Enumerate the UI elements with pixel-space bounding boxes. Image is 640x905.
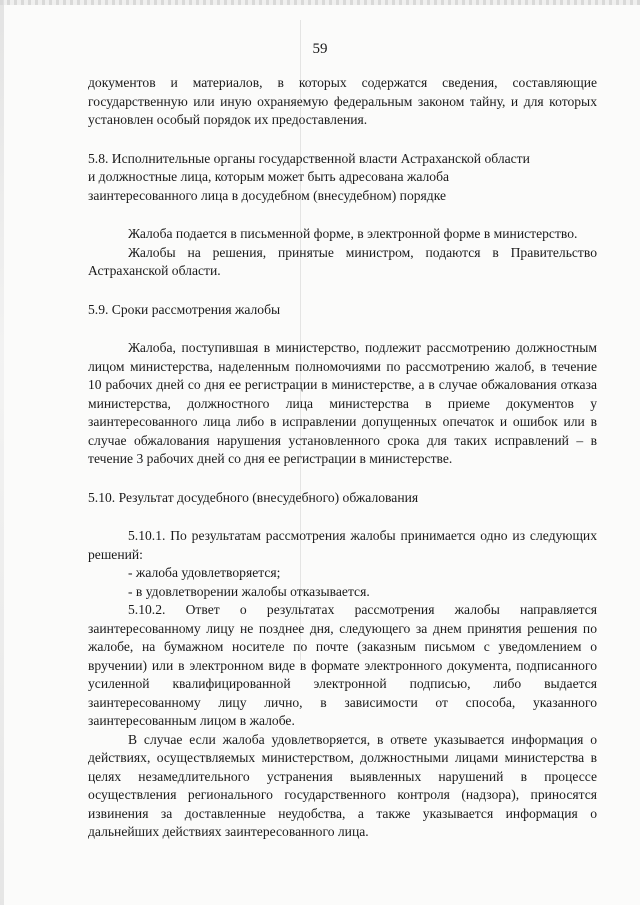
section-5-9-heading: 5.9. Сроки рассмотрения жалобы (88, 301, 281, 317)
section-5-8-heading-line2: и должностные лица, которым может быть адресована жалоба (88, 169, 450, 184)
intro-paragraph: документов и материалов, в которых содержатся сведения, составляющие государственную или иную охраняемую федеральным законом тайну, и для которых установлен особый порядок их предоставления. (88, 75, 597, 127)
section-5-8-paragraph2: Жалобы на решения, принятые министром, подаются в Правительство Астраханской области. (88, 244, 597, 278)
section-5-10-heading: 5.10. Результат досудебного (внесудебного) обжалования (88, 489, 419, 505)
scan-edge-left (0, 0, 4, 905)
section-5-8-paragraph1: Жалоба подается в письменной форме, в электронной форме в министерство. (128, 226, 578, 241)
section-5-8-heading (88, 150, 597, 206)
decision-option-refused: - в удовлетворении жалобы отказывается. (128, 583, 370, 599)
scan-edge-top (0, 0, 640, 5)
section-5-9-paragraph: Жалоба, поступившая в министерство, подлежит рассмотрению должностным лицом министерства, наделенным полномочиями по рассмотрению жалоб, в течение 10 рабочих дней со дня ее регистрации в министерстве, а в случае обжалования отказа министерства, должностного лица министерства в приеме документов у заинтересованного лица либо в исправлении допущенных опечаток и ошибок или в случае обжалования нарушения установленного срока для таких исправлений – в течение 3 рабочих дней со дня ее регистрации в министерстве. (88, 340, 597, 466)
section-5-10-2-paragraph: 5.10.2. Ответ о результатах рассмотрения жалобы направляется заинтересованному лицу не позднее дня, следующего за днем принятия решения по жалобе, на бумажном носителе по почте (заказным письмом с уведомлением о вручении) или в электронном виде в формате электронного документа, подписанного усиленной квалифицированной электронной подписью, либо выдается заинтересованному лицу лично, в зависимости от способа, указанного заинтересованным лицом в жалобе. (88, 602, 597, 728)
document-body (88, 74, 597, 842)
page-number: 59 (312, 41, 328, 57)
section-5-10-final-paragraph: В случае если жалоба удовлетворяется, в ответе указывается информация о действиях, осуществляемых министерством, должностными лицами министерства в целях незамедлительного устранения выявленных нарушений в процессе осуществления регионального государственного контроля (надзора), приносятся извинения за доставленные неудобства, а также указывается информация о дальнейших действиях заинтересованного лица. (88, 731, 597, 839)
section-5-10-1-paragraph: 5.10.1. По результатам рассмотрения жалобы принимается одно из следующих решений: (88, 528, 597, 562)
section-5-8-heading-line1: 5.8. Исполнительные органы государственной власти Астраханской области (88, 150, 530, 166)
section-5-8-heading-line3: заинтересованного лица в досудебном (внесудебном) порядке (88, 187, 447, 203)
decision-option-satisfied: - жалоба удовлетворяется; (128, 565, 281, 580)
